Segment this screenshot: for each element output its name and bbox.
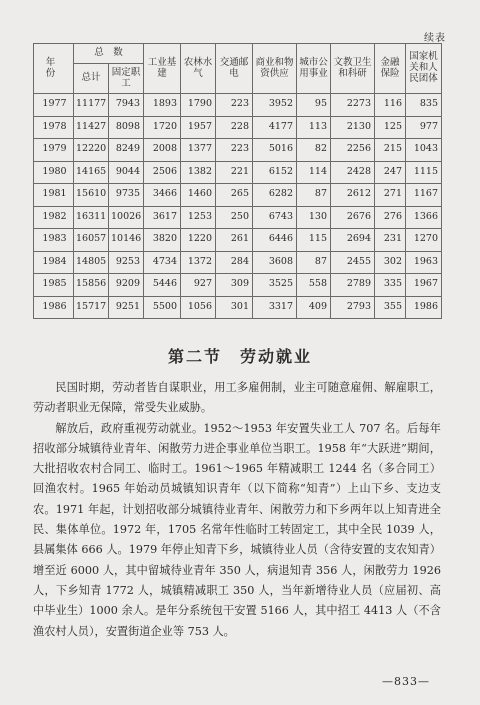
table-cell: 309 bbox=[216, 274, 253, 297]
table-cell: 1270 bbox=[406, 229, 442, 252]
year-cell: 1985 bbox=[34, 274, 74, 297]
table-cell: 11427 bbox=[74, 116, 109, 139]
table-cell: 221 bbox=[216, 161, 253, 184]
table-cell: 116 bbox=[375, 94, 406, 117]
table-cell: 250 bbox=[216, 206, 253, 229]
table-cell: 7943 bbox=[109, 94, 144, 117]
table-cell: 95 bbox=[297, 94, 331, 117]
table-cell: 1790 bbox=[181, 94, 216, 117]
table-cell: 9251 bbox=[109, 296, 144, 319]
year-cell: 1981 bbox=[34, 184, 74, 207]
table-cell: 15717 bbox=[74, 296, 109, 319]
table-cell: 4734 bbox=[144, 251, 181, 274]
table-cell: 6152 bbox=[253, 161, 297, 184]
table-cell: 558 bbox=[297, 274, 331, 297]
table-cell: 10026 bbox=[109, 206, 144, 229]
table-cell: 3466 bbox=[144, 184, 181, 207]
table-cell: 247 bbox=[375, 161, 406, 184]
table-cell: 2789 bbox=[331, 274, 375, 297]
table-cell: 6282 bbox=[253, 184, 297, 207]
table-cell: 271 bbox=[375, 184, 406, 207]
year-cell: 1978 bbox=[34, 116, 74, 139]
table-cell: 1056 bbox=[181, 296, 216, 319]
sector-header: 国家机关和人民团体 bbox=[406, 44, 442, 94]
year-cell: 1984 bbox=[34, 251, 74, 274]
table-cell: 2455 bbox=[331, 251, 375, 274]
table-cell: 130 bbox=[297, 206, 331, 229]
table-cell: 9735 bbox=[109, 184, 144, 207]
table-cell: 6446 bbox=[253, 229, 297, 252]
table-cell: 16057 bbox=[74, 229, 109, 252]
table-cell: 1460 bbox=[181, 184, 216, 207]
year-cell: 1983 bbox=[34, 229, 74, 252]
year-cell: 1979 bbox=[34, 139, 74, 162]
table-cell: 2256 bbox=[331, 139, 375, 162]
table-body bbox=[34, 94, 442, 319]
table-cell: 2273 bbox=[331, 94, 375, 117]
table-cell: 335 bbox=[375, 274, 406, 297]
table-cell: 265 bbox=[216, 184, 253, 207]
paragraph: 解放后，政府重视劳动就业。1952～1953 年安置失业工人 707 名。后每年招收部分城镇待业青年、闲散劳力进企事业单位当职工。1958 年“大跃进”期间，大批招收农村合同工、临时工。1961～1965 年精减职工 1244 名（多合同工）回渔农村。1965 年始动员城镇知识青年（以下简称“知青”）上山下乡、支边支农。1971 年起，计划招收部分城镇待业青年、闲散劳力和下乡两年以上知青进全民、集体单位。1972 年，1705 名常年性临时工转固定工，其中全民 1039 人，县属集体 666 人。1979 年停止知青下乡，城镇待业人员（含待安置的支农知青）增至近 6000 人，其中留城待业青年 350 人，病退知青 356 人，闲散劳力 1926 人，下乡知青 1772 人，城镇精减职工 350 人，当年新增待业人员（应届初、高中毕业生）1000 余人。是年分系统包干安置 5166 人，其中招工 4413 人（不含渔农村人员），安置街道企业等 753 人。 bbox=[33, 421, 441, 638]
table-cell: 1382 bbox=[181, 161, 216, 184]
year-cell: 1982 bbox=[34, 206, 74, 229]
table-cell: 5446 bbox=[144, 274, 181, 297]
fixed-staff-subheader: 固定职工 bbox=[109, 64, 144, 94]
table-cell: 82 bbox=[297, 139, 331, 162]
year-header: 年 份 bbox=[34, 44, 74, 94]
table-row bbox=[34, 274, 442, 297]
sector-header: 金融保险 bbox=[375, 44, 406, 94]
table-cell: 284 bbox=[216, 251, 253, 274]
employment-table bbox=[33, 43, 442, 319]
year-cell: 1977 bbox=[34, 94, 74, 117]
table-cell: 5016 bbox=[253, 139, 297, 162]
table-cell: 12220 bbox=[74, 139, 109, 162]
table-cell: 228 bbox=[216, 116, 253, 139]
body-text bbox=[33, 378, 441, 642]
sector-header: 城市公用事业 bbox=[297, 44, 331, 94]
table-cell: 3617 bbox=[144, 206, 181, 229]
table-cell: 835 bbox=[406, 94, 442, 117]
table-cell: 1377 bbox=[181, 139, 216, 162]
table-cell: 1720 bbox=[144, 116, 181, 139]
table-cell: 2694 bbox=[331, 229, 375, 252]
table-cell: 977 bbox=[406, 116, 442, 139]
table-cell: 3952 bbox=[253, 94, 297, 117]
table-row bbox=[34, 94, 442, 117]
table-cell: 1986 bbox=[406, 296, 442, 319]
table-cell: 261 bbox=[216, 229, 253, 252]
table-cell: 927 bbox=[181, 274, 216, 297]
table-cell: 2793 bbox=[331, 296, 375, 319]
table-cell: 3525 bbox=[253, 274, 297, 297]
table-cell: 125 bbox=[375, 116, 406, 139]
table-cell: 9209 bbox=[109, 274, 144, 297]
year-cell: 1980 bbox=[34, 161, 74, 184]
table-cell: 223 bbox=[216, 139, 253, 162]
table-cell: 14165 bbox=[74, 161, 109, 184]
section-title: 第二节 劳动就业 bbox=[167, 347, 312, 366]
table-cell: 231 bbox=[375, 229, 406, 252]
table-row bbox=[34, 251, 442, 274]
table-cell: 1957 bbox=[181, 116, 216, 139]
table-cell: 115 bbox=[297, 229, 331, 252]
table-cell: 1115 bbox=[406, 161, 442, 184]
table-cell: 2506 bbox=[144, 161, 181, 184]
table-cell: 87 bbox=[297, 251, 331, 274]
table-cell: 3317 bbox=[253, 296, 297, 319]
table-cell: 15610 bbox=[74, 184, 109, 207]
sector-header: 文教卫生和科研 bbox=[331, 44, 375, 94]
paragraph: 民国时期，劳动者皆自谋职业，用工多雇佣制，业主可随意雇佣、解雇职工，劳动者职业无保障，常受失业威胁。 bbox=[33, 381, 441, 415]
table-cell: 276 bbox=[375, 206, 406, 229]
table-cell: 16311 bbox=[74, 206, 109, 229]
table-cell: 4177 bbox=[253, 116, 297, 139]
table-cell: 113 bbox=[297, 116, 331, 139]
table-row bbox=[34, 139, 442, 162]
table-cell: 355 bbox=[375, 296, 406, 319]
table-cell: 8249 bbox=[109, 139, 144, 162]
table-cell: 223 bbox=[216, 94, 253, 117]
table-cell: 1167 bbox=[406, 184, 442, 207]
table-cell: 8098 bbox=[109, 116, 144, 139]
table-cell: 2676 bbox=[331, 206, 375, 229]
page-number: —833— bbox=[382, 675, 430, 688]
sector-header: 商业和物资供应 bbox=[253, 44, 297, 94]
table-row bbox=[34, 229, 442, 252]
table-cell: 14805 bbox=[74, 251, 109, 274]
sector-header: 交通邮电 bbox=[216, 44, 253, 94]
sector-header: 农林水气 bbox=[181, 44, 216, 94]
continued-label: 续表 bbox=[424, 33, 446, 44]
table-cell: 1893 bbox=[144, 94, 181, 117]
table-cell: 2130 bbox=[331, 116, 375, 139]
table-cell: 301 bbox=[216, 296, 253, 319]
table-cell: 2008 bbox=[144, 139, 181, 162]
table-row bbox=[34, 206, 442, 229]
table-cell: 87 bbox=[297, 184, 331, 207]
table-cell: 2428 bbox=[331, 161, 375, 184]
table-cell: 114 bbox=[297, 161, 331, 184]
table-cell: 1366 bbox=[406, 206, 442, 229]
total-group-header: 总 数 bbox=[74, 44, 144, 64]
table-cell: 1220 bbox=[181, 229, 216, 252]
sector-header: 工业基建 bbox=[144, 44, 181, 94]
total-subheader: 总计 bbox=[74, 64, 109, 94]
table-cell: 409 bbox=[297, 296, 331, 319]
table-cell: 9253 bbox=[109, 251, 144, 274]
year-cell: 1986 bbox=[34, 296, 74, 319]
table-row bbox=[34, 184, 442, 207]
table-cell: 1967 bbox=[406, 274, 442, 297]
table-cell: 5500 bbox=[144, 296, 181, 319]
table-cell: 215 bbox=[375, 139, 406, 162]
table-cell: 15856 bbox=[74, 274, 109, 297]
table-cell: 302 bbox=[375, 251, 406, 274]
table-cell: 3820 bbox=[144, 229, 181, 252]
table-cell: 6743 bbox=[253, 206, 297, 229]
table-cell: 1253 bbox=[181, 206, 216, 229]
table-cell: 9044 bbox=[109, 161, 144, 184]
table-row bbox=[34, 116, 442, 139]
table-row bbox=[34, 161, 442, 184]
table-row bbox=[34, 296, 442, 319]
table-cell: 3608 bbox=[253, 251, 297, 274]
table-cell: 10146 bbox=[109, 229, 144, 252]
table-cell: 2612 bbox=[331, 184, 375, 207]
table-cell: 1372 bbox=[181, 251, 216, 274]
table-cell: 1963 bbox=[406, 251, 442, 274]
table-cell: 11177 bbox=[74, 94, 109, 117]
table-cell: 1043 bbox=[406, 139, 442, 162]
